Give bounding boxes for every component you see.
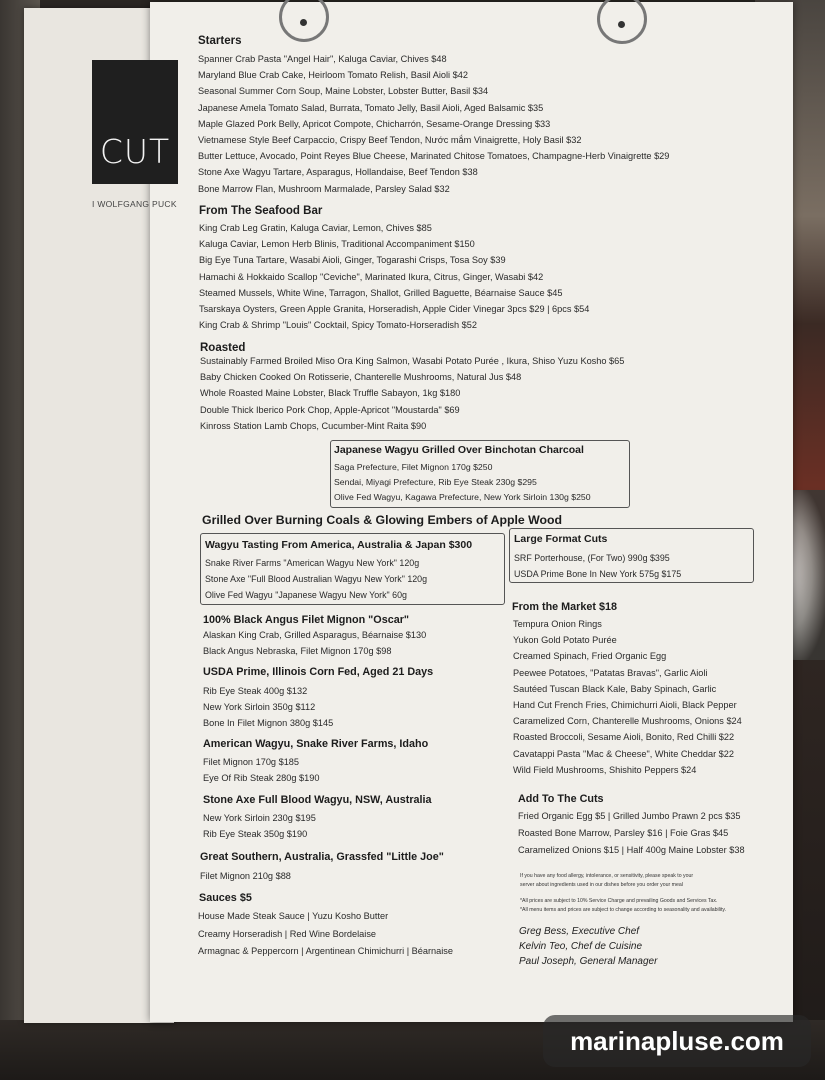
- section-title-great-southern: Great Southern, Australia, Grassfed "Little Joe": [200, 851, 444, 863]
- logo-subtitle: I WOLFGANG PUCK: [92, 199, 177, 209]
- allergy-note: server about ingredients used in our dishes before you order your meal: [520, 882, 683, 888]
- section-title-american-wagyu: American Wagyu, Snake River Farms, Idaho: [203, 738, 429, 750]
- menu-item: Seasonal Summer Corn Soup, Maine Lobster, Lobster Butter, Basil $34: [198, 86, 489, 97]
- menu-item: Armagnac & Peppercorn | Argentinean Chimichurri | Béarnaise: [198, 946, 454, 956]
- section-title-large-format: Large Format Cuts: [514, 533, 608, 545]
- menu-item: Creamed Spinach, Fried Organic Egg: [513, 651, 667, 662]
- american-wagyu-list: [203, 754, 319, 786]
- sauces-list: [198, 908, 453, 961]
- menu-item: King Crab & Shrimp "Louis" Cocktail, Spicy Tomato-Horseradish $52: [199, 320, 478, 331]
- menu-item: Eye Of Rib Steak 280g $190: [203, 773, 320, 784]
- menu-item: Hamachi & Hokkaido Scallop "Ceviche", Marinated Ikura, Citrus, Ginger, Wasabi $42: [199, 271, 544, 282]
- menu-item: Vietnamese Style Beef Carpaccio, Crispy Beef Tendon, Nước mắm Vinaigrette, Holy Basil $32: [198, 135, 582, 146]
- menu-item: Caramelized Corn, Chanterelle Mushrooms, Onions $24: [513, 716, 742, 727]
- menu-item: Caramelized Onions $15 | Half 400g Maine Lobster $38: [518, 845, 745, 855]
- menu-item: Roasted Broccoli, Sesame Aioli, Bonito, Red Chilli $22: [513, 732, 735, 743]
- add-to-cuts-list: [518, 808, 745, 859]
- seafood-list: [199, 220, 589, 333]
- menu-item: Peewee Potatoes, "Patatas Bravas", Garlic Aioli: [513, 667, 708, 678]
- menu-item: Sendai, Miyagi Prefecture, Rib Eye Steak 230g $295: [334, 477, 537, 487]
- great-southern-list: [200, 868, 291, 884]
- starters-list: [198, 51, 669, 197]
- binchotan-list: [334, 460, 591, 505]
- menu-item: SRF Porterhouse, (For Two) 990g $395: [514, 553, 670, 563]
- section-title-usda: USDA Prime, Illinois Corn Fed, Aged 21 Days: [203, 666, 434, 678]
- menu-item: Kaluga Caviar, Lemon Herb Blinis, Traditional Accompaniment $150: [199, 239, 475, 250]
- stone-axe-list: [203, 810, 316, 842]
- usda-list: [203, 683, 333, 732]
- section-title-roasted: Roasted: [200, 342, 246, 354]
- menu-item: Stone Axe Wagyu Tartare, Asparagus, Hollandaise, Beef Tendon $38: [198, 167, 478, 178]
- menu-item: Hand Cut French Fries, Chimichurri Aioli, Black Pepper: [513, 700, 737, 711]
- price-note: *All prices are subject to 10% Service Charge and prevailing Goods and Services Tax.: [520, 898, 718, 904]
- roasted-list: [200, 353, 624, 434]
- cut-logo: [92, 60, 178, 184]
- menu-item: Kinross Station Lamb Chops, Cucumber-Mint Raita $90: [200, 420, 427, 431]
- staff-name: Paul Joseph, General Manager: [519, 956, 658, 967]
- fine-print: [520, 872, 726, 915]
- staff-name: Kelvin Teo, Chef de Cuisine: [519, 941, 643, 952]
- angus-list: [203, 627, 426, 659]
- menu-item: Japanese Amela Tomato Salad, Burrata, Tomato Jelly, Basil Aioli, Aged Balsamic $35: [198, 102, 544, 113]
- tasting-list: [205, 555, 427, 603]
- watermark: marinapluse.com: [543, 1015, 811, 1067]
- menu-item: Rib Eye Steak 350g $190: [203, 829, 308, 840]
- menu-item: Baby Chicken Cooked On Rotisserie, Chanterelle Mushrooms, Natural Jus $48: [200, 372, 522, 383]
- menu-item: Filet Mignon 170g $185: [203, 757, 300, 767]
- menu-item: Butter Lettuce, Avocado, Point Reyes Blue Cheese, Marinated Chitose Tomatoes, Champagne-Herb Vinaigrette $29: [198, 151, 670, 162]
- staff-list: [519, 924, 657, 969]
- menu-item: Spanner Crab Pasta "Angel Hair", Kaluga Caviar, Chives $48: [198, 54, 447, 64]
- section-title-starters: Starters: [198, 35, 242, 47]
- menu-item: Filet Mignon 210g $88: [200, 871, 291, 881]
- price-note: *All menu items and prices are subject to change according to seasonality and availability.: [520, 907, 727, 913]
- menu-item: Alaskan King Crab, Grilled Asparagus, Béarnaise $130: [203, 630, 427, 640]
- market-list: [513, 616, 742, 778]
- section-title-market: From the Market $18: [512, 601, 618, 613]
- menu-item: Sustainably Farmed Broiled Miso Ora King Salmon, Wasabi Potato Purée , Ikura, Shiso Yuzu Kosho $65: [200, 356, 625, 366]
- section-title-add-to-cuts: Add To The Cuts: [518, 793, 604, 805]
- section-title-stone-axe: Stone Axe Full Blood Wagyu, NSW, Australia: [203, 794, 432, 806]
- menu-item: Wild Field Mushrooms, Shishito Peppers $24: [513, 764, 697, 775]
- section-title-sauces: Sauces $5: [199, 892, 252, 904]
- menu-item: Bone Marrow Flan, Mushroom Marmalade, Parsley Salad $32: [198, 183, 450, 194]
- menu-item: Bone In Filet Mignon 380g $145: [203, 718, 334, 729]
- section-title-tasting: Wagyu Tasting From America, Australia & Japan $300: [205, 539, 473, 551]
- menu-item: Rib Eye Steak 400g $132: [203, 686, 308, 696]
- menu-item: Snake River Farms "American Wagyu New York" 120g: [205, 558, 420, 568]
- menu-item: USDA Prime Bone In New York 575g $175: [514, 569, 682, 579]
- menu-item: Creamy Horseradish | Red Wine Bordelaise: [198, 928, 377, 939]
- menu-item: Stone Axe "Full Blood Australian Wagyu New York" 120g: [205, 574, 428, 584]
- menu-item: Roasted Bone Marrow, Parsley $16 | Foie Gras $45: [518, 828, 729, 838]
- logo-text: CUT: [99, 132, 171, 171]
- menu-item: Whole Roasted Maine Lobster, Black Truffle Sabayon, 1kg $180: [200, 388, 461, 399]
- menu-item: Maple Glazed Pork Belly, Apricot Compote, Chicharrón, Sesame-Orange Dressing $33: [198, 118, 551, 129]
- menu-item: Steamed Mussels, White Wine, Tarragon, Shallot, Grilled Baguette, Béarnaise Sauce $45: [199, 287, 563, 298]
- menu-item: Olive Fed Wagyu "Japanese Wagyu New York" 60g: [205, 590, 407, 600]
- staff-name: Greg Bess, Executive Chef: [519, 926, 640, 937]
- menu-item: Black Angus Nebraska, Filet Mignon 170g $98: [203, 646, 392, 657]
- menu-item: Tempura Onion Rings: [513, 619, 602, 629]
- menu-item: House Made Steak Sauce | Yuzu Kosho Butter: [198, 911, 389, 921]
- section-title-angus: 100% Black Angus Filet Mignon "Oscar": [203, 614, 410, 626]
- large-format-list: [514, 550, 681, 582]
- menu-item: Double Thick Iberico Pork Chop, Apple-Apricot "Moustarda" $69: [200, 404, 460, 415]
- menu-item: New York Sirloin 350g $112: [203, 702, 316, 713]
- menu-item: King Crab Leg Gratin, Kaluga Caviar, Lemon, Chives $85: [199, 223, 432, 233]
- menu-item: Yukon Gold Potato Purée: [513, 635, 617, 646]
- menu-item: Tsarskaya Oysters, Green Apple Granita, Horseradish, Apple Cider Vinegar 3pcs $29 | 6pcs $54: [199, 304, 590, 315]
- section-title-binchotan: Japanese Wagyu Grilled Over Binchotan Charcoal: [334, 444, 584, 456]
- menu-item: Maryland Blue Crab Cake, Heirloom Tomato Relish, Basil Aioli $42: [198, 70, 468, 81]
- menu-item: New York Sirloin 230g $195: [203, 813, 316, 823]
- section-title-seafood: From The Seafood Bar: [199, 205, 323, 217]
- menu-item: Fried Organic Egg $5 | Grilled Jumbo Prawn 2 pcs $35: [518, 811, 741, 821]
- menu-item: Saga Prefecture, Filet Mignon 170g $250: [334, 462, 493, 472]
- menu-item: Sautéed Tuscan Black Kale, Baby Spinach, Garlic: [513, 683, 717, 694]
- allergy-note: If you have any food allergy, intolerance, or sensitivity, please speak to your: [520, 873, 694, 879]
- menu-item: Big Eye Tuna Tartare, Wasabi Aioli, Ginger, Togarashi Crisps, Tosa Soy $39: [199, 255, 506, 266]
- menu-item: Cavatappi Pasta "Mac & Cheese", White Cheddar $22: [513, 748, 735, 759]
- section-title-grilled: Grilled Over Burning Coals & Glowing Embers of Apple Wood: [202, 513, 563, 527]
- menu-item: Olive Fed Wagyu, Kagawa Prefecture, New York Sirloin 130g $250: [334, 492, 591, 502]
